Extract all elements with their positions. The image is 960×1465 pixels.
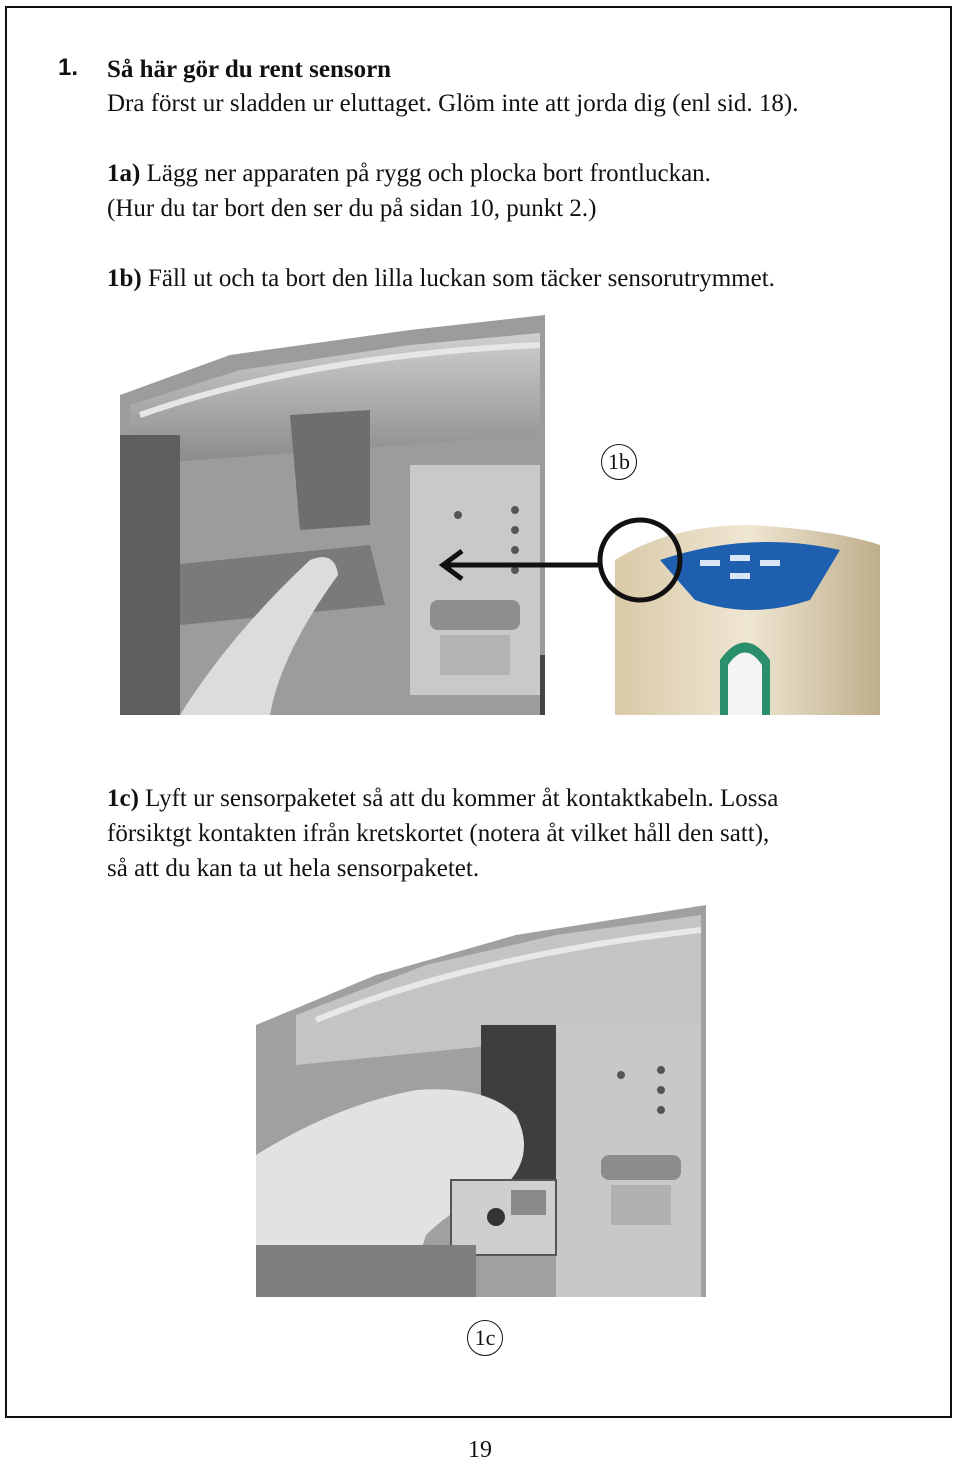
step-1a-line2: (Hur du tar bort den ser du på sidan 10, punkt 2.) [107, 195, 597, 222]
section-title: Så här gör du rent sensorn [107, 56, 392, 83]
figure-1c [256, 905, 706, 1297]
figure-1c-badge: 1c [467, 1320, 503, 1356]
page-number: 19 [468, 1437, 492, 1463]
figure-1b-illustration [110, 315, 880, 715]
intro-text: Dra först ur sladden ur eluttaget. Glöm inte att jorda dig (enl sid. 18). [107, 90, 799, 117]
figure-1b [110, 315, 880, 715]
figure-1c-illustration [256, 905, 706, 1297]
step-1c-line3: så att du kan ta ut hela sensorpaketet. [107, 855, 480, 882]
step-1c-line1: 1c) Lyft ur sensorpaketet så att du kommer åt kontaktkabeln. Lossa [107, 785, 779, 812]
step-1a-label: 1a) [107, 160, 141, 187]
figure-1b-badge: 1b [601, 444, 637, 480]
step-1b-label: 1b) [107, 265, 142, 292]
step-1c-line2: försiktgt kontakten ifrån kretskortet (notera åt vilket håll den satt), [107, 820, 770, 847]
step-1a-line1: 1a) Lägg ner apparaten på rygg och plocka bort frontluckan. [107, 160, 711, 187]
step-1c-label: 1c) [107, 785, 139, 812]
step-1b: 1b) Fäll ut och ta bort den lilla luckan som täcker sensorutrymmet. [107, 265, 775, 292]
section-number: 1. [58, 54, 79, 81]
